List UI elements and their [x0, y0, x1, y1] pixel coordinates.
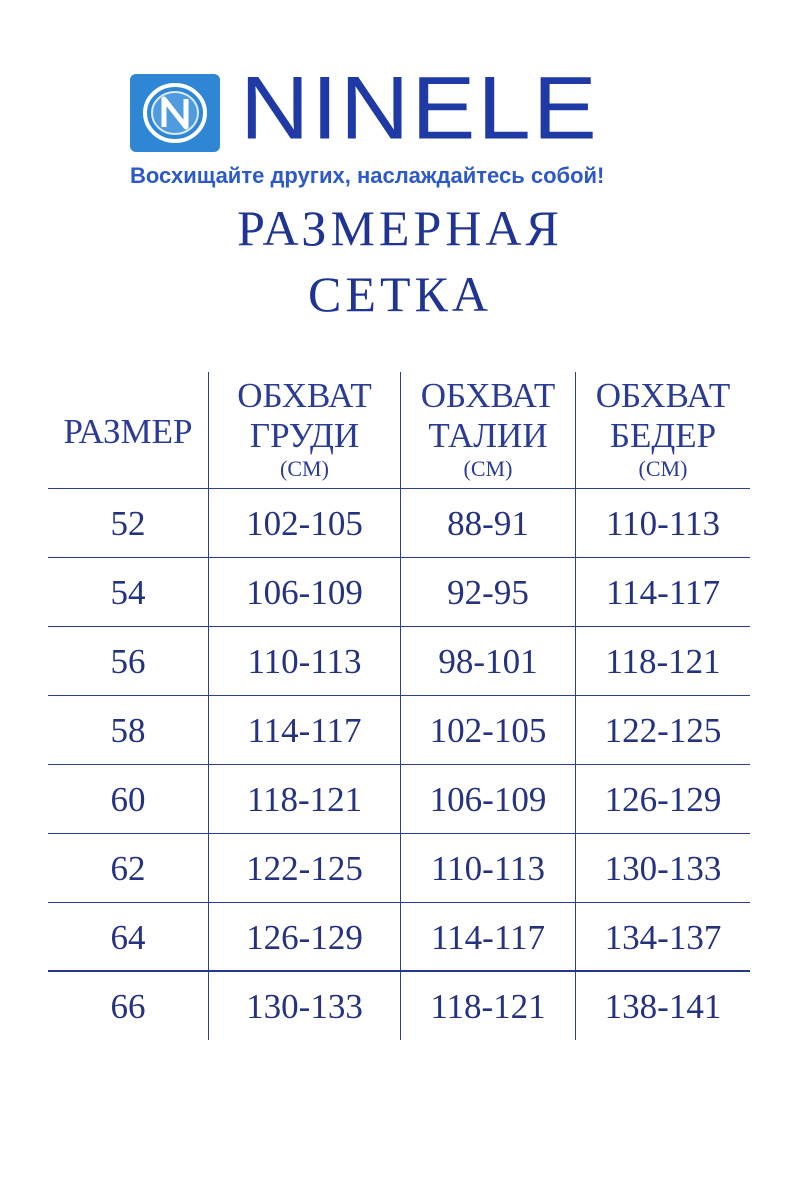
page-title-line1: РАЗМЕРНАЯ	[237, 200, 563, 256]
cell-waist: 88-91	[447, 504, 529, 543]
cell-chest: 118-121	[246, 780, 363, 819]
logo-badge	[130, 74, 220, 152]
row-divider	[48, 764, 750, 765]
header-size	[48, 412, 208, 452]
row-divider	[48, 557, 750, 558]
cell-hips: 138-141	[604, 987, 722, 1026]
header-hips-line2: БЕДЕР	[609, 416, 717, 455]
cell-size: 52	[110, 504, 146, 543]
header-chest	[209, 376, 400, 482]
cell-waist: 98-101	[438, 642, 538, 681]
cell-hips: 118-121	[605, 642, 721, 681]
header-chest-line1: ОБХВАТ	[237, 376, 372, 415]
cell-hips: 122-125	[604, 711, 722, 750]
header-waist-unit: (СМ)	[463, 456, 513, 481]
cell-chest: 106-109	[246, 573, 363, 612]
row-divider	[48, 970, 750, 972]
cell-size: 56	[110, 642, 146, 681]
cell-hips: 134-137	[604, 918, 722, 957]
header-hips-line1: ОБХВАТ	[595, 376, 731, 415]
row-divider	[48, 833, 750, 834]
cell-waist: 92-95	[447, 573, 529, 612]
header-waist	[401, 376, 575, 482]
cell-waist: 106-109	[429, 780, 547, 819]
cell-size: 62	[110, 849, 146, 888]
header-size-label: РАЗМЕР	[63, 412, 193, 451]
ninele-n-logo-icon	[140, 80, 210, 146]
cell-chest: 130-133	[246, 987, 363, 1026]
page-title-line2: СЕТКА	[308, 266, 492, 322]
brand-name: NINELE	[240, 58, 599, 158]
cell-hips: 114-117	[605, 573, 721, 612]
cell-size: 66	[110, 987, 146, 1026]
cell-chest: 114-117	[247, 711, 362, 750]
cell-waist: 118-121	[430, 987, 546, 1026]
cell-size: 60	[110, 780, 146, 819]
cell-size: 54	[110, 573, 146, 612]
cell-waist: 114-117	[430, 918, 546, 957]
row-divider	[48, 695, 750, 696]
row-divider	[48, 626, 750, 627]
row-divider	[48, 488, 750, 489]
header-chest-line2: ГРУДИ	[249, 416, 360, 455]
header-waist-line1: ОБХВАТ	[420, 376, 556, 415]
cell-chest: 110-113	[247, 642, 362, 681]
cell-chest: 126-129	[246, 918, 363, 957]
header-waist-line2: ТАЛИИ	[428, 416, 548, 455]
cell-size: 64	[110, 918, 146, 957]
row-divider	[48, 902, 750, 903]
brand-slogan: Восхищайте других, наслаждайтесь собой!	[130, 163, 605, 188]
cell-hips: 126-129	[604, 780, 722, 819]
cell-chest: 122-125	[246, 849, 363, 888]
header-hips	[576, 376, 750, 482]
cell-chest: 102-105	[246, 504, 363, 543]
cell-waist: 110-113	[430, 849, 546, 888]
cell-hips: 110-113	[605, 504, 721, 543]
cell-hips: 130-133	[604, 849, 722, 888]
header-hips-unit: (СМ)	[638, 456, 688, 481]
header-chest-unit: (СМ)	[280, 456, 329, 481]
cell-size: 58	[110, 711, 146, 750]
cell-waist: 102-105	[429, 711, 547, 750]
